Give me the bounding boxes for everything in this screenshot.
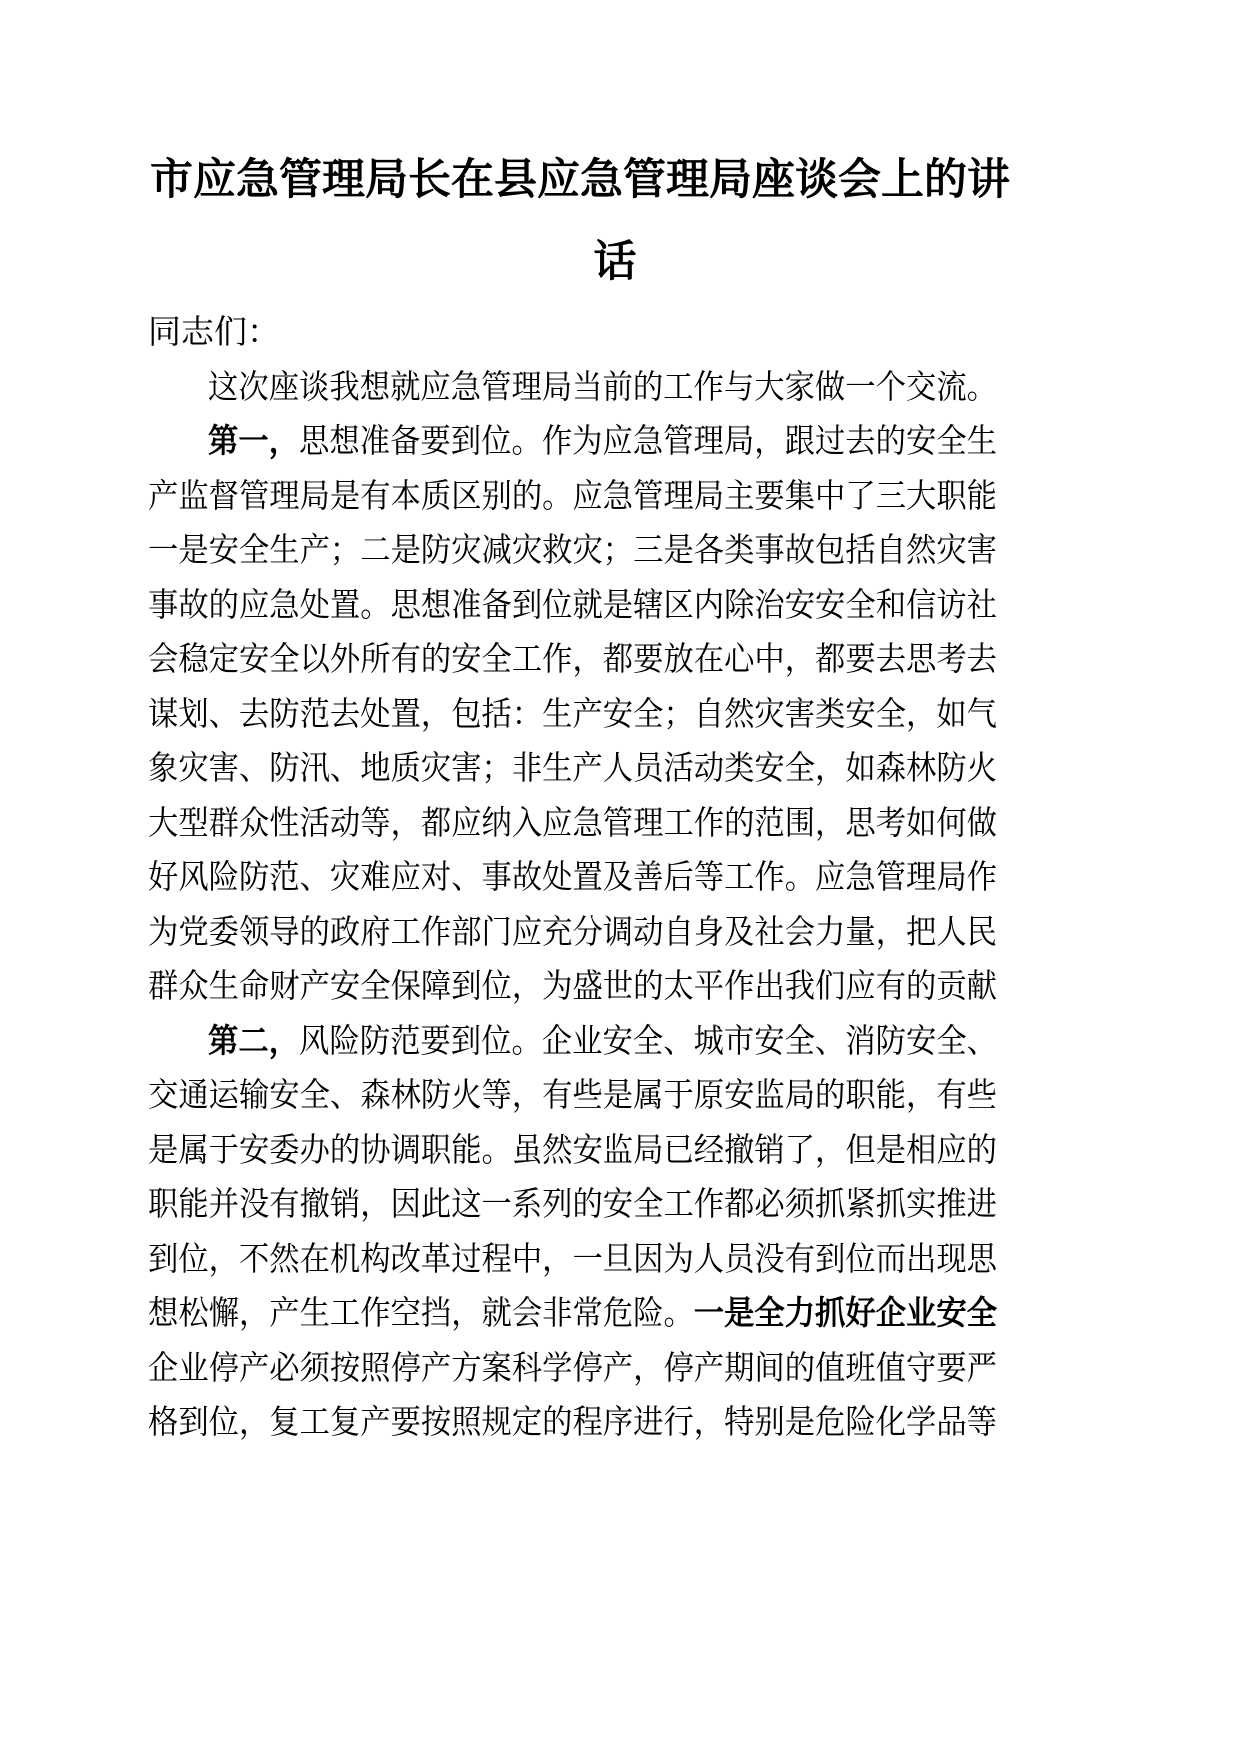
body-text: 同志们： — [148, 312, 280, 351]
text-line — [148, 1128, 997, 1172]
text-line-content — [148, 1400, 997, 1444]
body-text: 想松懈，产生工作空挡，就会非常危险。 — [148, 1293, 694, 1332]
text-line-content — [208, 365, 997, 409]
text-line — [148, 637, 997, 681]
text-line — [148, 1346, 997, 1390]
body-text: 格到位，复工复产要按照规定的程序进行，特别是危险化学品等 — [148, 1402, 997, 1441]
body-text: 产监督管理局是有本质区别的。应急管理局主要集中了三大职能 — [148, 475, 997, 515]
text-line-content — [148, 1237, 997, 1281]
text-line — [148, 310, 997, 354]
text-line — [148, 746, 997, 790]
body-text: 风险防范要到位。企业安全、城市安全、消防安全、 — [299, 1020, 998, 1060]
body-text: 思想准备要到位。作为应急管理局，跟过去的安全生 — [299, 421, 998, 460]
text-line — [148, 1291, 997, 1335]
text-line — [148, 964, 997, 1008]
body-text: 群众生命财产安全保障到位，为盛世的太平作出我们应有的贡献 — [148, 966, 997, 1005]
text-line — [208, 419, 997, 463]
text-line-content — [148, 801, 997, 845]
text-line — [148, 1182, 997, 1226]
text-line — [148, 855, 997, 899]
body-text: 象灾害、防汛、地质灾害；非生产人员活动类安全，如森林防火 — [148, 748, 997, 787]
text-line-content — [148, 692, 997, 736]
text-line — [148, 801, 997, 845]
text-line — [208, 365, 997, 409]
text-line-content — [148, 474, 997, 518]
emphasis-text: 第二， — [208, 1020, 300, 1060]
text-line — [148, 910, 997, 954]
document-title-line-2: 话 — [593, 237, 637, 287]
text-line-content — [148, 583, 997, 627]
text-line — [148, 692, 997, 736]
text-line-content — [148, 1128, 997, 1172]
text-line-content — [148, 528, 997, 572]
text-line-content — [148, 1182, 997, 1226]
body-text: 为党委领导的政府工作部门应充分调动自身及社会力量，把人民 — [148, 911, 997, 951]
text-line — [148, 1073, 997, 1117]
text-line-content — [208, 1019, 997, 1063]
text-line-content — [148, 855, 997, 899]
text-line-content — [148, 746, 997, 790]
text-line-content — [148, 637, 997, 681]
body-text: 谋划、去防范去处置，包括：生产安全；自然灾害类安全，如气 — [148, 693, 997, 733]
text-line — [208, 1019, 997, 1063]
text-line-content — [208, 419, 997, 463]
text-line-content — [148, 1291, 997, 1335]
document-title-line-1: 市应急管理局长在县应急管理局座谈会上的讲 — [150, 155, 1010, 205]
text-line-content — [148, 964, 997, 1008]
emphasis-text: 一是全力抓好企业安全 — [693, 1293, 997, 1332]
body-text: 企业停产必须按照停产方案科学停产，停产期间的值班值守要严 — [148, 1347, 997, 1387]
body-text: 大型群众性活动等，都应纳入应急管理工作的范围，思考如何做 — [148, 802, 997, 842]
text-line — [148, 474, 997, 518]
body-text: 会稳定安全以外所有的安全工作，都要放在心中，都要去思考去 — [148, 639, 997, 678]
text-line-content — [148, 1073, 997, 1117]
body-text: 到位，不然在机构改革过程中，一旦因为人员没有到位而出现思 — [148, 1238, 997, 1278]
text-line — [148, 528, 997, 572]
text-line — [148, 583, 997, 627]
text-line — [148, 1400, 997, 1444]
emphasis-text: 第一， — [208, 421, 300, 460]
text-line-content — [148, 910, 997, 954]
text-line-content — [148, 310, 280, 354]
body-text: 交通运输安全、森林防火等，有些是属于原安监局的职能，有些 — [148, 1075, 997, 1114]
body-text: 好风险防范、灾难应对、事故处置及善后等工作。应急管理局作 — [148, 857, 997, 896]
body-text: 事故的应急处置。思想准备到位就是辖区内除治安安全和信访社 — [148, 584, 997, 624]
body-text: 职能并没有撤销，因此这一系列的安全工作都必须抓紧抓实推进 — [148, 1184, 997, 1223]
body-text: 是属于安委办的协调职能。虽然安监局已经撤销了，但是相应的 — [148, 1129, 997, 1169]
body-text: 一是安全生产；二是防灾减灾救灾；三是各类事故包括自然灾害 — [148, 530, 997, 569]
text-line-content — [148, 1346, 997, 1390]
text-line — [148, 1237, 997, 1281]
body-text: 这次座谈我想就应急管理局当前的工作与大家做一个交流。 — [208, 366, 998, 406]
